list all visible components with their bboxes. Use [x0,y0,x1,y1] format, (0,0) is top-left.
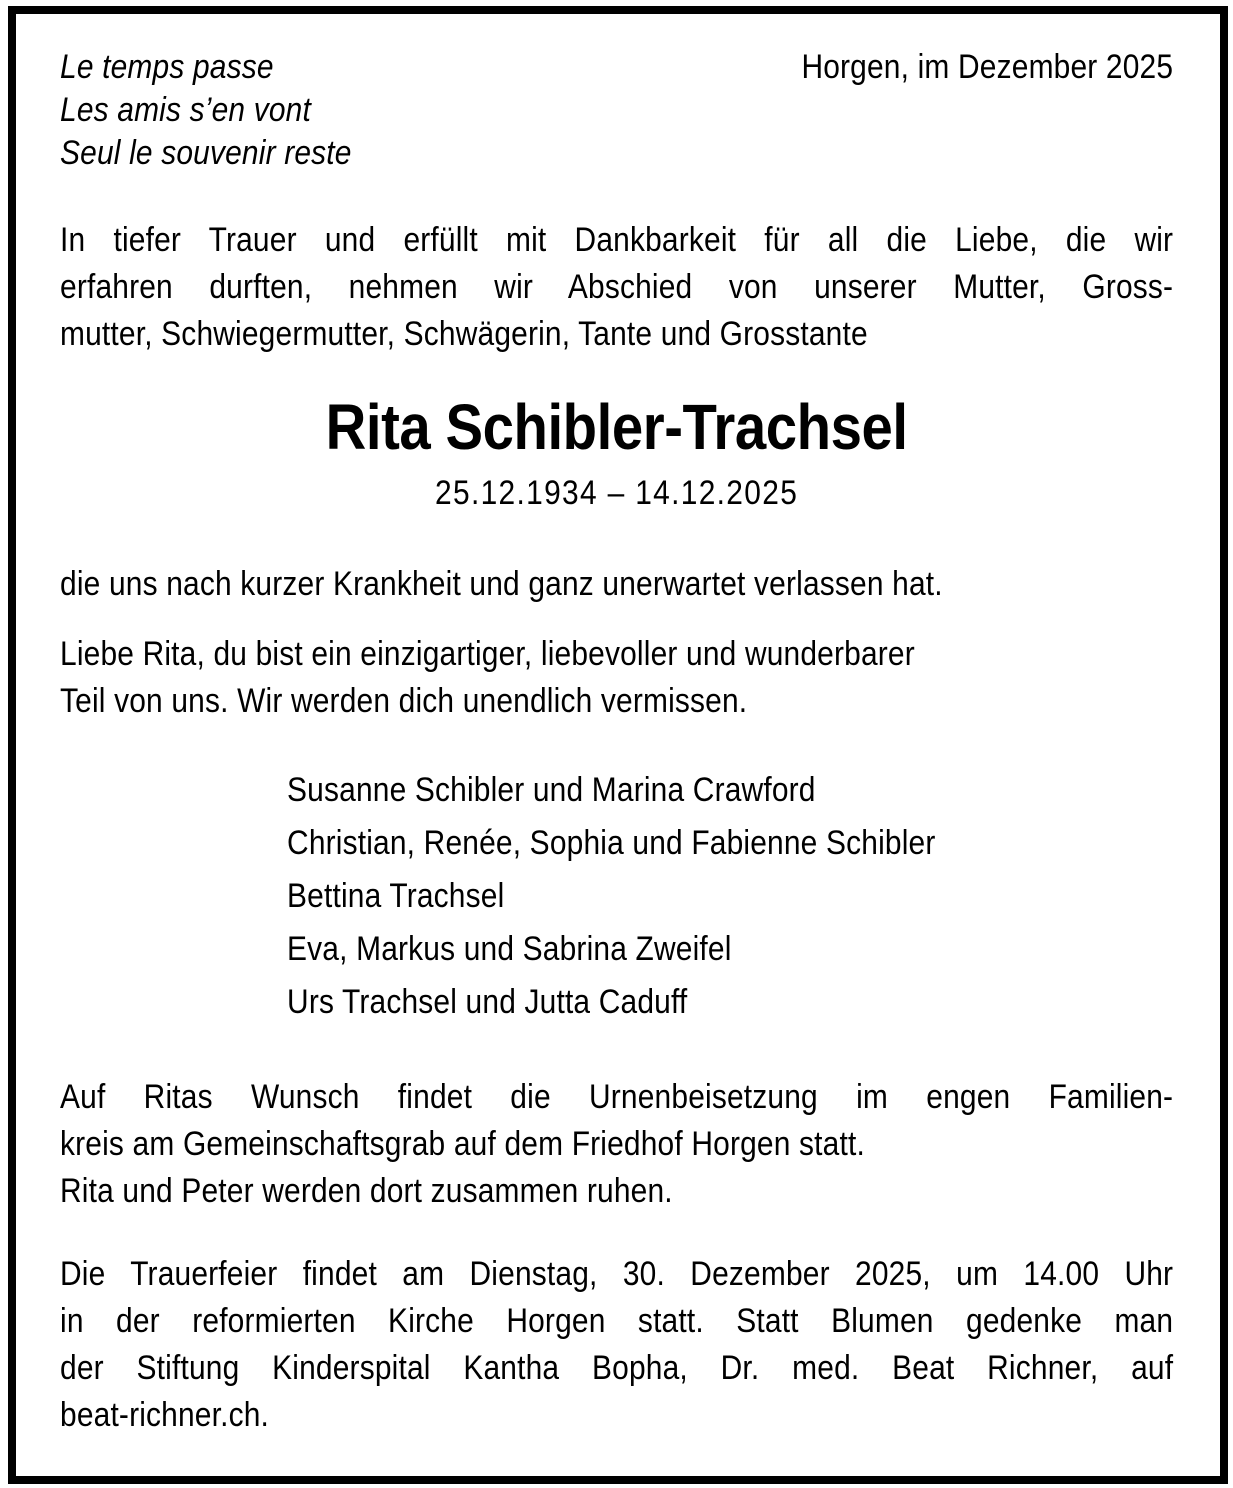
tribute-line: Teil von uns. Wir werden dich unendlich vermissen. [60,682,748,720]
passing-line: die uns nach kurzer Krankheit und ganz unerwartet verlassen hat. [60,565,943,603]
life-dates: 25.12.1934 – 14.12.2025 [435,474,799,512]
burial-paragraph [60,1074,1173,1215]
place-dateline: Horgen, im Dezember 2025 [801,48,1174,86]
tribute-paragraph [60,631,1173,725]
family-member: Urs Trachsel und Jutta Caduff [287,983,688,1021]
family-list [60,764,1173,1029]
service-paragraph [60,1251,1173,1439]
family-member: Susanne Schibler und Marina Crawford [287,771,816,809]
tribute-line: Liebe Rita, du bist ein einzigartiger, liebevoller und wunderbarer [60,635,915,673]
service-line: Die Trauerfeier findet am Dienstag, 30. Dezember 2025, um 14.00 Uhr [60,1255,1174,1293]
epigraph-line: Le temps passe [60,48,274,86]
intro-paragraph [60,217,1173,358]
family-member: Christian, Renée, Sophia und Fabienne Schibler [287,824,936,862]
intro-line: erfahren durften, nehmen wir Abschied von unserer Mutter, Gross- [60,268,1174,306]
header-row [60,46,1173,175]
notice-content [60,0,1173,1439]
epigraph-line: Les amis s’en vont [60,91,311,129]
epigraph [60,46,352,175]
intro-line: In tiefer Trauer und erfüllt mit Dankbarkeit für all die Liebe, die wir [60,221,1174,259]
family-member: Bettina Trachsel [287,877,505,915]
burial-line: Auf Ritas Wunsch findet die Urnenbeisetzung im engen Familien- [60,1078,1174,1116]
burial-line: kreis am Gemeinschaftsgrab auf dem Friedhof Horgen statt. [60,1125,865,1163]
epigraph-line: Seul le souvenir reste [60,134,352,172]
burial-line: Rita und Peter werden dort zusammen ruhen. [60,1172,673,1210]
service-line-website: beat-richner.ch. [60,1396,270,1434]
service-line: der Stiftung Kinderspital Kantha Bopha, Dr. med. Beat Richner, auf [60,1349,1174,1387]
service-line: in der reformierten Kirche Horgen statt. Statt Blumen gedenke man [60,1302,1174,1340]
family-member: Eva, Markus und Sabrina Zweifel [287,930,732,968]
intro-line: mutter, Schwiegermutter, Schwägerin, Tante und Grosstante [60,315,868,353]
deceased-name: Rita Schibler-Trachsel [325,391,908,463]
